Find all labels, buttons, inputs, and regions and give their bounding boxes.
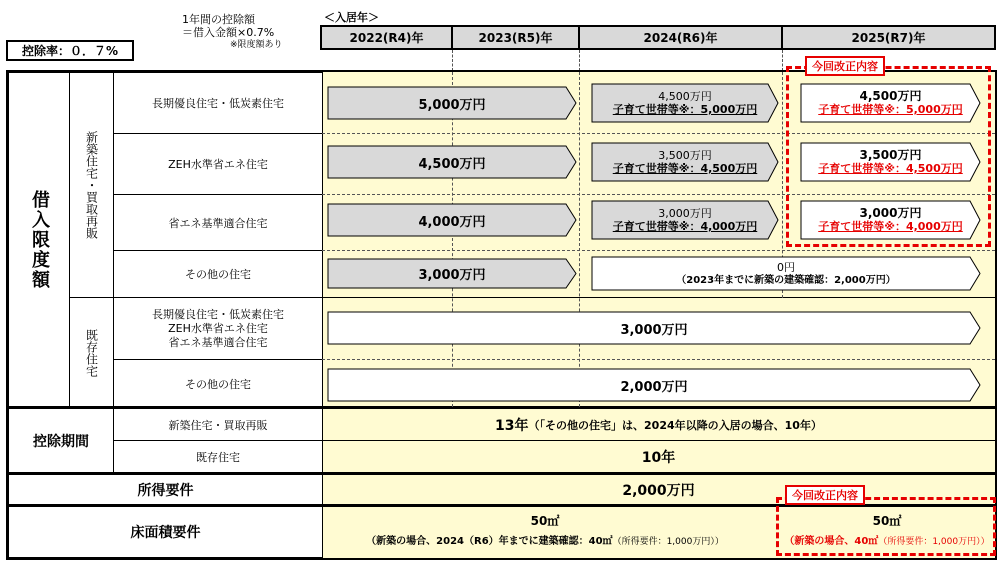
- revision-label-1: 今回改正内容: [805, 56, 885, 76]
- value-text: 4,500万円: [859, 89, 922, 103]
- row-label-text: 省エネ基準適合住宅: [168, 335, 268, 349]
- deduction-rate-text: 控除率：０．７%: [21, 44, 119, 58]
- arrow-long-term-2024: [591, 83, 779, 123]
- section-period: [8, 408, 114, 473]
- year-divider: [782, 50, 783, 71]
- value-text: 2,000万円: [620, 379, 688, 395]
- row-label-period-existing: [113, 440, 323, 473]
- row-label-other: [113, 250, 323, 298]
- arrow-energy-2024: [591, 200, 779, 240]
- year-divider: [452, 72, 453, 407]
- formula-note: [182, 13, 312, 52]
- row-label-text: 長期優良住宅・低炭素住宅: [152, 97, 284, 110]
- section-new-housing: [69, 72, 114, 298]
- row-label-text: その他の住宅: [185, 377, 251, 391]
- section-limit-label: 借入限度額: [29, 190, 50, 290]
- section-floor: [8, 506, 323, 558]
- value-text: 50㎡: [872, 514, 902, 528]
- row-label-period-new: [113, 408, 323, 441]
- value-subtext: 子育て世帯等※：4,500万円: [612, 162, 758, 175]
- value-text: 10年: [641, 449, 676, 466]
- row-label-existing-other: [113, 359, 323, 408]
- value-subtext: （「その他の住宅」は、2024年以降の入居の場合、10年）: [528, 419, 822, 432]
- value-subtext: （2023年までに新築の建築確認：2,000万円）: [676, 274, 896, 286]
- arrow-zeh-2024: [591, 142, 779, 182]
- section-existing: [69, 297, 114, 408]
- value-text: 3,000万円: [418, 268, 486, 283]
- revision-highlight-floor: [776, 497, 996, 556]
- arrow-other-2022: [327, 258, 577, 289]
- row-label-text: ZEH水準省エネ住宅: [168, 158, 268, 171]
- value-text: 5,000万円: [418, 97, 486, 113]
- value-subtext: （新築の場合、40㎡: [784, 536, 879, 547]
- year-label: 2024(R6)年: [643, 31, 718, 45]
- row-label-text: 長期優良住宅・低炭素住宅: [152, 307, 284, 321]
- floor-label: 床面積要件: [130, 525, 201, 541]
- value-subtext: 子育て世帯等※：5,000万円: [612, 103, 758, 116]
- year-label: 2025(R7)年: [851, 31, 926, 45]
- value-text: 3,000万円: [658, 207, 712, 220]
- value-subtext: 子育て世帯等※：4,000万円: [818, 220, 963, 233]
- value-text: 2,000万円: [622, 483, 695, 499]
- row-label-text: その他の住宅: [185, 268, 251, 281]
- period-label: 控除期間: [33, 433, 89, 450]
- year-divider: [452, 50, 453, 71]
- value-subtext: （所得要件：1,000万円））: [878, 537, 990, 547]
- year-label: 2023(R5)年: [478, 31, 553, 45]
- section-limit: [8, 72, 70, 408]
- year-header-2024: [578, 25, 783, 50]
- row-label-text: 省エネ基準適合住宅: [168, 216, 268, 230]
- year-divider: [579, 72, 580, 407]
- row-label-energy: [113, 194, 323, 251]
- existing-label: 既存住宅: [84, 328, 99, 377]
- year-header-2022: [320, 25, 453, 50]
- section-income: [8, 474, 323, 506]
- row-divider: [322, 297, 995, 298]
- arrow-zeh-2022: [327, 145, 577, 179]
- year-divider: [579, 50, 580, 71]
- arrow-other-2024: [591, 256, 981, 291]
- revision-highlight-limits: [786, 66, 991, 247]
- year-header-2023: [451, 25, 580, 50]
- year-label: 2022(R4)年: [349, 31, 424, 45]
- value-subtext: 子育て世帯等※：5,000万円: [818, 103, 963, 116]
- row-label-existing-multi: [113, 297, 323, 360]
- value-text: 3,500万円: [859, 148, 922, 162]
- row-divider: [322, 250, 995, 251]
- value-text: 3,500万円: [658, 149, 712, 162]
- value-text: 3,000万円: [620, 322, 688, 338]
- value-subtext: （新築の場合、2024（R6）年までに建築確認：40㎡: [366, 536, 613, 547]
- income-label: 所得要件: [137, 483, 194, 499]
- arrow-existing-multi: [327, 311, 981, 345]
- arrow-existing-other: [327, 368, 981, 402]
- period-existing-value: [322, 441, 995, 472]
- formula-line-3: ※限度額あり: [230, 40, 283, 50]
- value-text: 4,000万円: [418, 214, 486, 230]
- year-header-2025: [781, 25, 996, 50]
- year-caption: ＜入居年＞: [324, 11, 379, 24]
- value-subtext: （所得要件：1,000万円））: [612, 537, 724, 547]
- new-housing-label: 新築住宅・買取再販: [84, 131, 99, 239]
- arrow-long-term-2022: [327, 86, 577, 120]
- formula-line-1: 1年間の控除額: [182, 13, 255, 26]
- period-new-value: [322, 410, 995, 440]
- row-label-zeh: [113, 133, 323, 195]
- revision-label-2: 今回改正内容: [785, 485, 865, 505]
- value-subtext: 子育て世帯等※：4,500万円: [818, 162, 963, 175]
- value-text: 4,500万円: [418, 156, 486, 172]
- row-label-long-term: [113, 72, 323, 134]
- deduction-rate-box: [6, 40, 134, 61]
- row-label-text: 新築住宅・買取再販: [168, 418, 268, 432]
- value-subtext: 子育て世帯等※：4,000万円: [612, 220, 758, 233]
- row-label-text: ZEH水準省エネ住宅: [168, 321, 268, 335]
- value-text: 4,500万円: [658, 90, 712, 103]
- floor-value: [330, 508, 760, 556]
- value-text: 13年: [495, 418, 529, 434]
- arrow-energy-2022: [327, 203, 577, 237]
- value-text: 0円: [777, 260, 795, 274]
- row-label-text: 既存住宅: [196, 450, 240, 464]
- formula-line-2: ＝借入金額×0.7%: [182, 26, 275, 39]
- row-divider: [322, 359, 995, 360]
- value-text: 3,000万円: [859, 206, 922, 220]
- value-text: 50㎡: [530, 514, 560, 528]
